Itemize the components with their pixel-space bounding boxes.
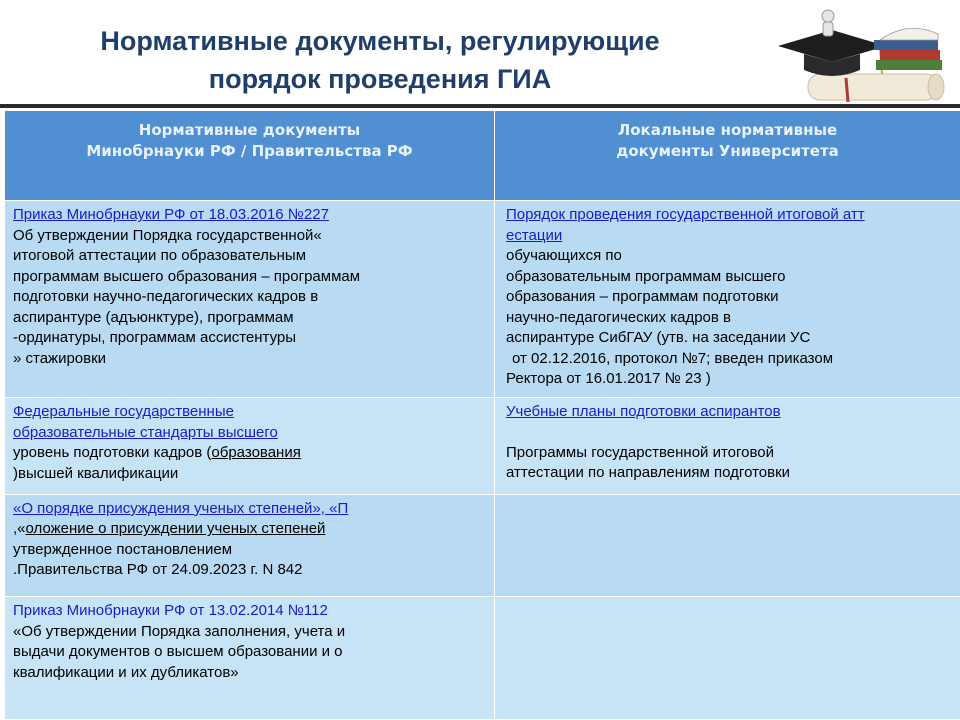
gia-procedure-link-continued[interactable]: естации (506, 226, 563, 244)
cell-text-prefix: ,« (13, 520, 26, 538)
graduation-books-figure-icon (768, 4, 956, 108)
cell-text-line: образовательным программам высшего (506, 267, 786, 285)
degrees-order-link[interactable]: «О порядке присуждения ученых степеней», «П (13, 499, 349, 517)
column-header-federal (5, 111, 495, 201)
cell-text-line: Об утверждении Порядка государственной« (13, 226, 322, 244)
cell-text-prefix: уровень подготовки кадров ( (13, 444, 212, 462)
cell-text-line: Ректора от 16.01.2017 № 23 ) (506, 370, 711, 388)
cell-text-line: аспирантуре (адъюнктуре), программам (13, 308, 294, 326)
table-row (5, 398, 960, 494)
cell-spacer (506, 423, 954, 443)
cell-text-line: аттестации по направлениям подготовки (506, 464, 791, 482)
column-header-university-line-2: документы Университета (616, 141, 839, 160)
gia-procedure-link[interactable]: Порядок проведения государственной итоговой атт (506, 206, 865, 224)
cell-text-line: итоговой аттестации по образовательным (13, 247, 307, 265)
column-header-university-line-1: Локальные нормативные (617, 121, 838, 139)
cell-text-line (13, 519, 488, 540)
cell-text-line: аспирантуре СибГАУ (утв. на заседании УС (506, 329, 811, 347)
table-cell-left (5, 494, 495, 597)
cell-text-line: » стажировки (13, 349, 107, 367)
cell-text-line: квалификации и их дубликатов» (13, 663, 239, 681)
cell-text-line: )высшей квалификации (13, 464, 179, 482)
cell-text-line: программам высшего образования – программам (13, 267, 361, 285)
table-cell-right (495, 398, 960, 494)
cell-text-line: .Правительства РФ от 24.09.2023 г. N 842 (13, 561, 303, 579)
fgos-link[interactable]: Федеральные государственные (13, 403, 234, 421)
cell-text-line: образования – программам подготовки (506, 288, 779, 306)
cell-text-line: -ординатуры, программам ассистентуры (13, 329, 297, 347)
cell-text-line: «Об утверждении Порядка заполнения, учета и (13, 622, 346, 640)
cell-text-line (13, 443, 488, 464)
page-title-line-2: порядок проведения ГИА (208, 64, 552, 94)
cell-text-line: обучающихся по (506, 247, 622, 265)
table-cell-right-empty (495, 494, 960, 597)
table-cell-left (5, 597, 495, 720)
table-cell-right (495, 201, 960, 398)
table-header-row (5, 111, 960, 201)
page-title-line-1: Нормативные документы, регулирующие (100, 26, 660, 56)
fgos-link-continued[interactable]: образовательные стандарты высшего (13, 423, 278, 441)
column-header-university (495, 111, 960, 201)
page-title (0, 22, 760, 98)
table-cell-right-empty (495, 597, 960, 720)
table-row (5, 494, 960, 597)
cell-text-line: от 02.12.2016, протокол №7; введен приказом (512, 349, 834, 367)
documents-table (4, 110, 960, 720)
degrees-regulation-link[interactable]: оложение о присуждении ученых степеней (25, 520, 326, 538)
table-row (5, 201, 960, 398)
curricula-link[interactable]: Учебные планы подготовки аспирантов (506, 403, 781, 421)
order-112-title: Приказ Минобрнауки РФ от 13.02.2014 №112 (13, 602, 328, 620)
cell-text-line: Программы государственной итоговой (506, 443, 775, 461)
column-header-federal-line-2: Минобрнауки РФ / Правительства РФ (86, 141, 413, 160)
table-cell-left (5, 201, 495, 398)
education-link[interactable]: образования (211, 444, 301, 462)
cell-text-line: утвержденное постановлением (13, 540, 233, 558)
column-header-federal-line-1: Нормативные документы (138, 121, 361, 139)
table-cell-left (5, 398, 495, 494)
table-row (5, 597, 960, 720)
cell-text-line: научно-педагогических кадров в (506, 308, 731, 326)
order-227-link[interactable]: Приказ Минобрнауки РФ от 18.03.2016 №227 (13, 206, 329, 224)
header-divider (0, 104, 960, 108)
cell-text-line: подготовки научно-педагогических кадров в (13, 288, 319, 306)
cell-text-line: выдачи документов о высшем образовании и о (13, 643, 343, 661)
